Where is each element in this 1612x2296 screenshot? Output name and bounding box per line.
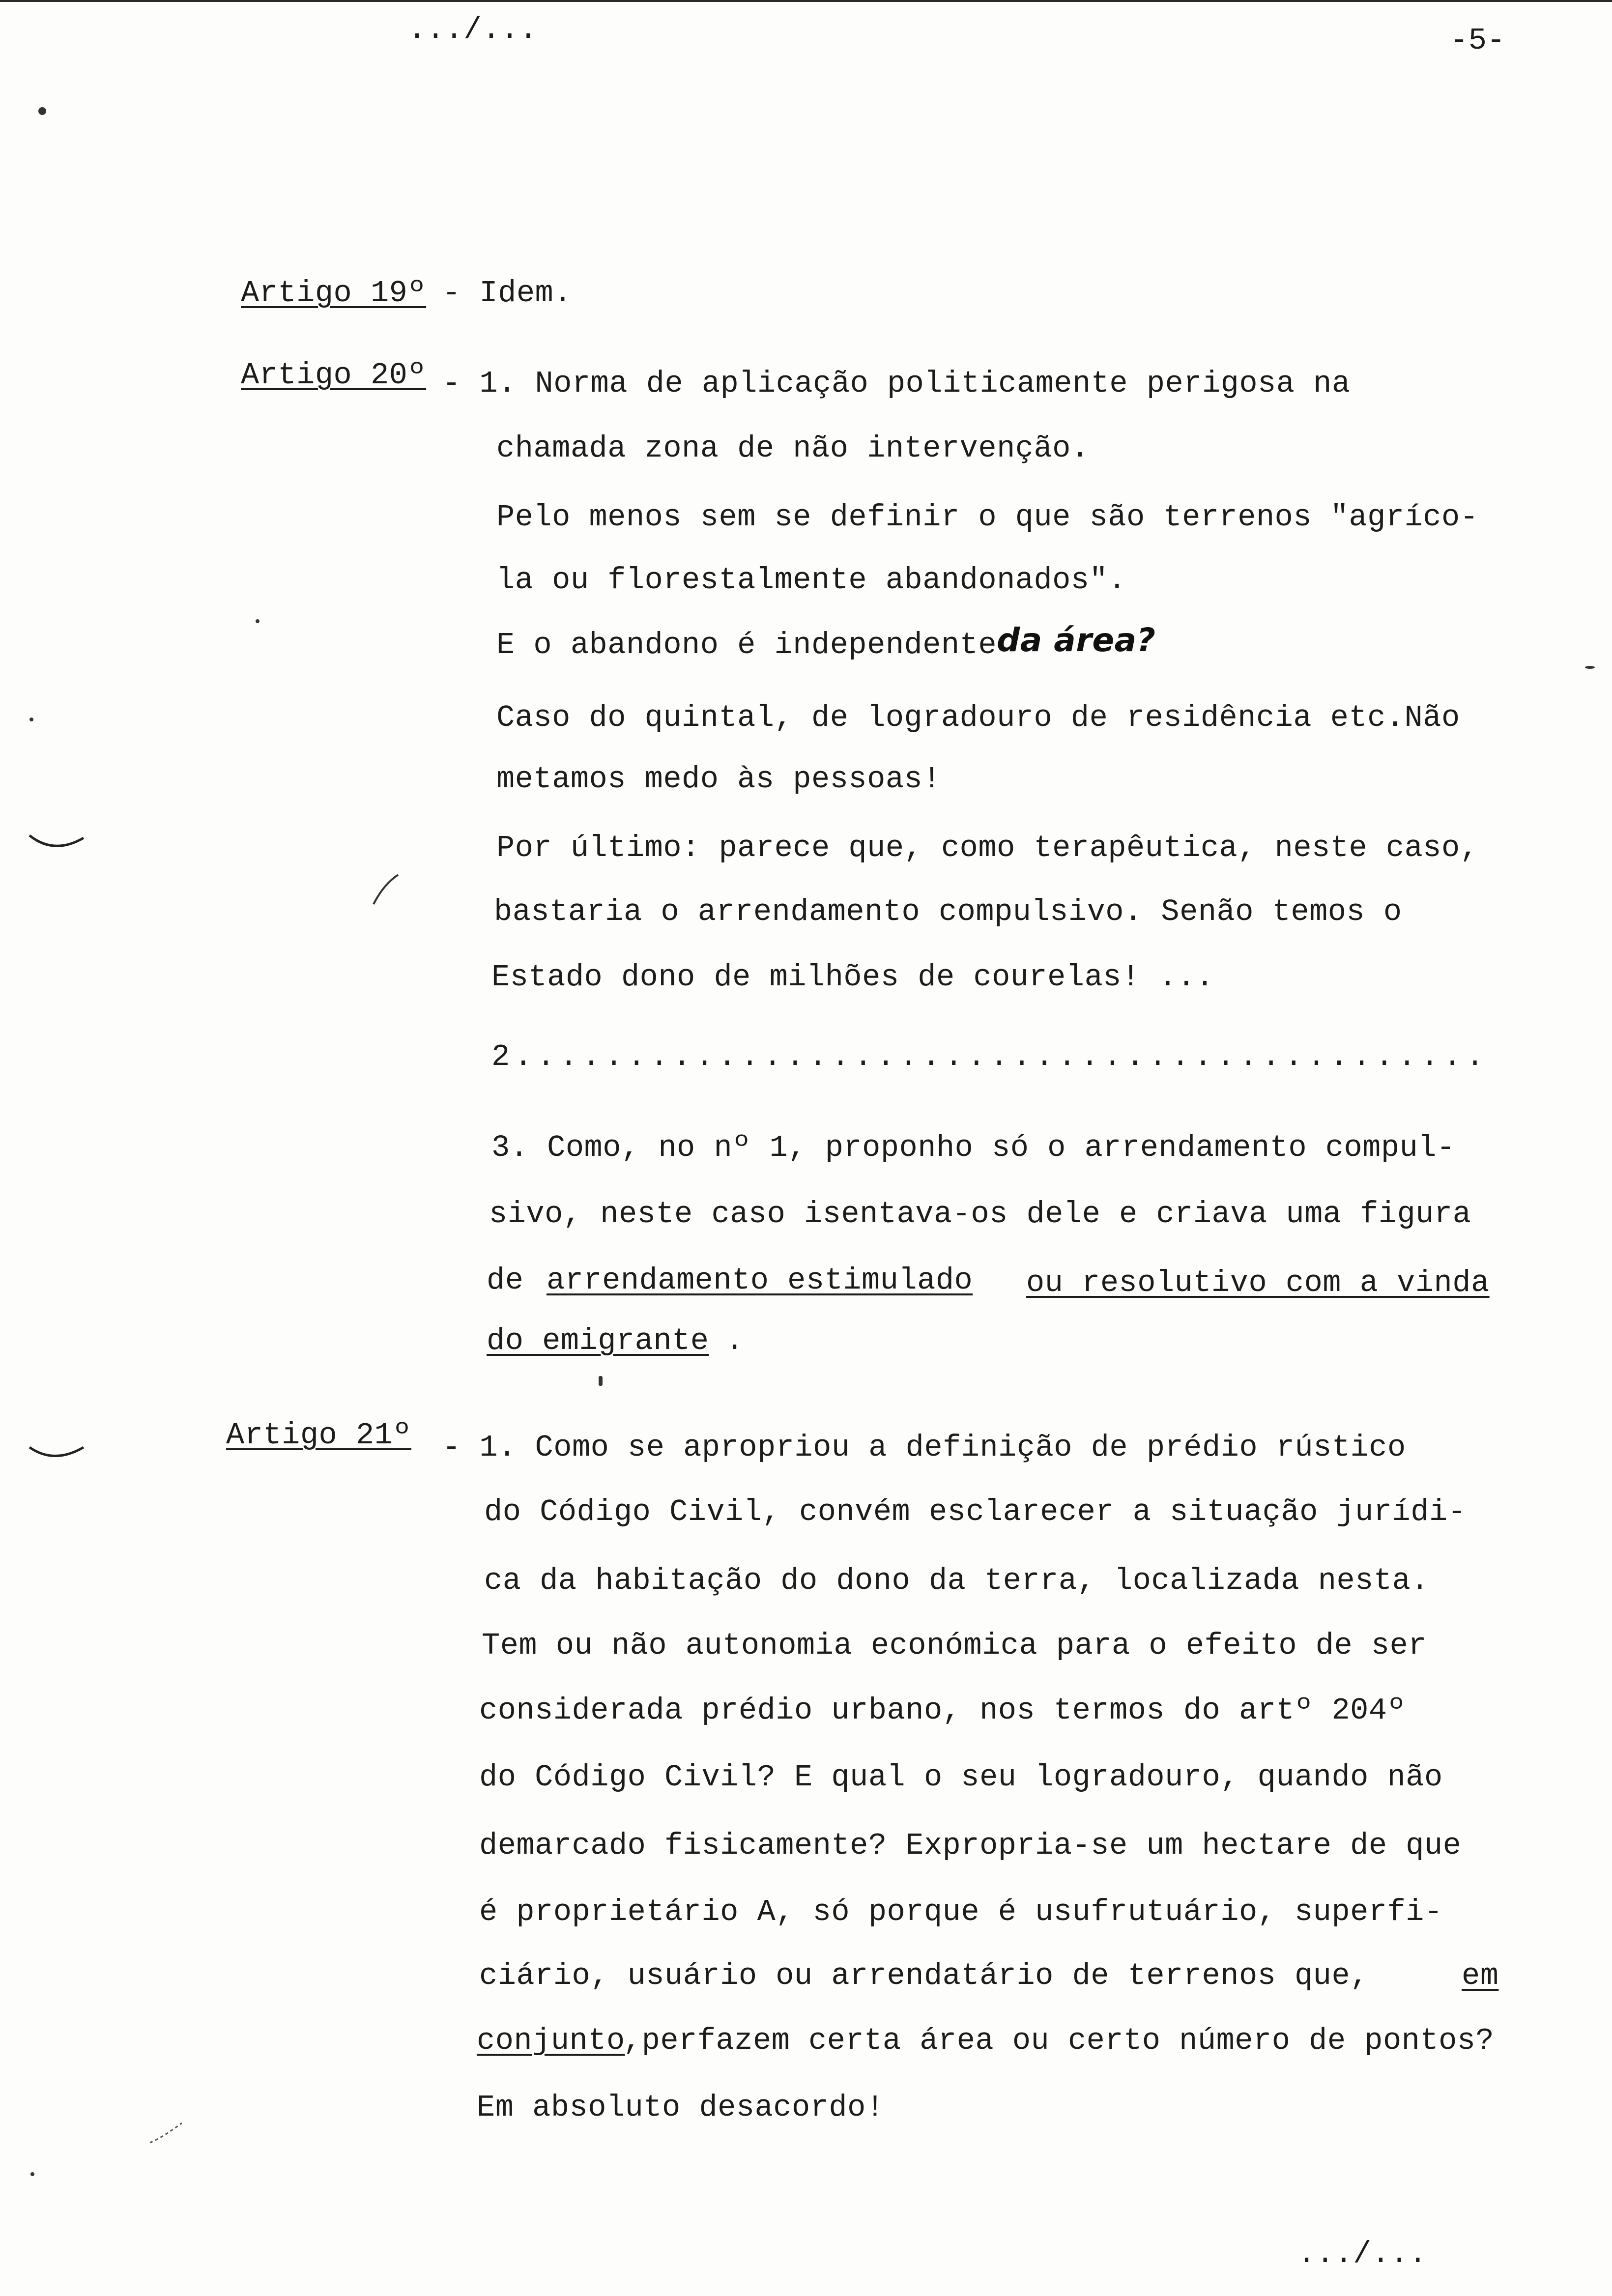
article-20-line: Caso do quintal, de logradouro de residência etc.Não [496,700,1460,735]
article-20-line: de [487,1263,524,1298]
margin-mark [25,826,93,855]
article-20-line: Pelo menos sem se definir o que são terrenos "agríco- [496,500,1479,535]
scan-speck [38,107,46,115]
article-21-line: Em absoluto desacordo! [477,2090,885,2125]
article-20-line: - 1. Norma de aplicação politicamente perigosa na [442,366,1351,401]
article-20-line: . [725,1323,744,1358]
article-21-line: ca da habitação do dono da terra, localizada nesta. [484,1563,1430,1598]
article-21-line: é proprietário A, só porque é usufrutuário, superfi- [479,1894,1443,1929]
article-21-line: Tem ou não autonomia económica para o efeito de ser [482,1628,1427,1663]
article-20-label: Artigo 20º [241,358,427,393]
underlined-phrase: do emigrante [487,1323,709,1358]
article-21-line: ,perfazem certa área ou certo número de pontos? [623,2023,1495,2058]
article-20-line: chamada zona de não intervenção. [496,431,1090,466]
scan-speck [29,718,33,721]
article-20-item-2-dots: 2........................................... [491,1039,1489,1074]
scan-speck [599,1376,603,1386]
article-21-line: ciário, usuário ou arrendatário de terrenos que, [479,1958,1369,1993]
article-21-line: considerada prédio urbano, nos termos do artº 204º [479,1693,1406,1728]
margin-mark [25,1435,93,1464]
article-21-line: do Código Civil, convém esclarecer a situação jurídi- [484,1494,1467,1529]
article-20-line: metamos medo às pessoas! [496,762,941,797]
article-21-line: demarcado fisicamente? Expropria-se um hectare de que [479,1828,1462,1863]
continuation-mark-top: .../... [408,12,538,47]
page-number: -5- [1450,23,1506,58]
underlined-phrase: conjunto [477,2023,625,2058]
article-21-label: Artigo 21º [226,1418,412,1453]
scan-speck [256,619,259,623]
article-20-line: la ou florestalmente abandonados". [496,563,1127,598]
article-20-line: Estado dono de milhões de courelas! ... [491,960,1214,995]
article-20-line: E o abandono é independente [496,628,997,662]
stray-pen-mark [369,870,408,909]
top-border-line [0,0,1612,2]
article-21-line: do Código Civil? E qual o seu logradouro, quando não [479,1760,1443,1795]
underlined-phrase: arrendamento estimulado [547,1263,973,1298]
article-20-line: bastaria o arrendamento compulsivo. Senão temos o [494,894,1402,929]
article-20-line: Por último: parece que, como terapêutica, neste caso, [496,831,1479,865]
underlined-phrase: ou resolutivo com a vinda [1026,1265,1490,1300]
underlined-phrase: em [1462,1958,1499,1993]
article-19-text: - Idem. [442,276,572,311]
article-21-line: - 1. Como se apropriou a definição de prédio rústico [442,1430,1406,1465]
handwritten-annotation: da área? [997,621,1156,659]
article-19-label: Artigo 19º [241,276,427,311]
stray-pen-mark [147,2118,187,2148]
article-20-line: sivo, neste caso isentava-os dele e criava uma figura [489,1197,1471,1232]
scan-speck [30,2172,34,2176]
continuation-mark-bottom: .../... [1297,2237,1427,2271]
scan-speck [1585,666,1595,669]
article-20-line: 3. Como, no nº 1, proponho só o arrendamento compul- [491,1130,1455,1165]
